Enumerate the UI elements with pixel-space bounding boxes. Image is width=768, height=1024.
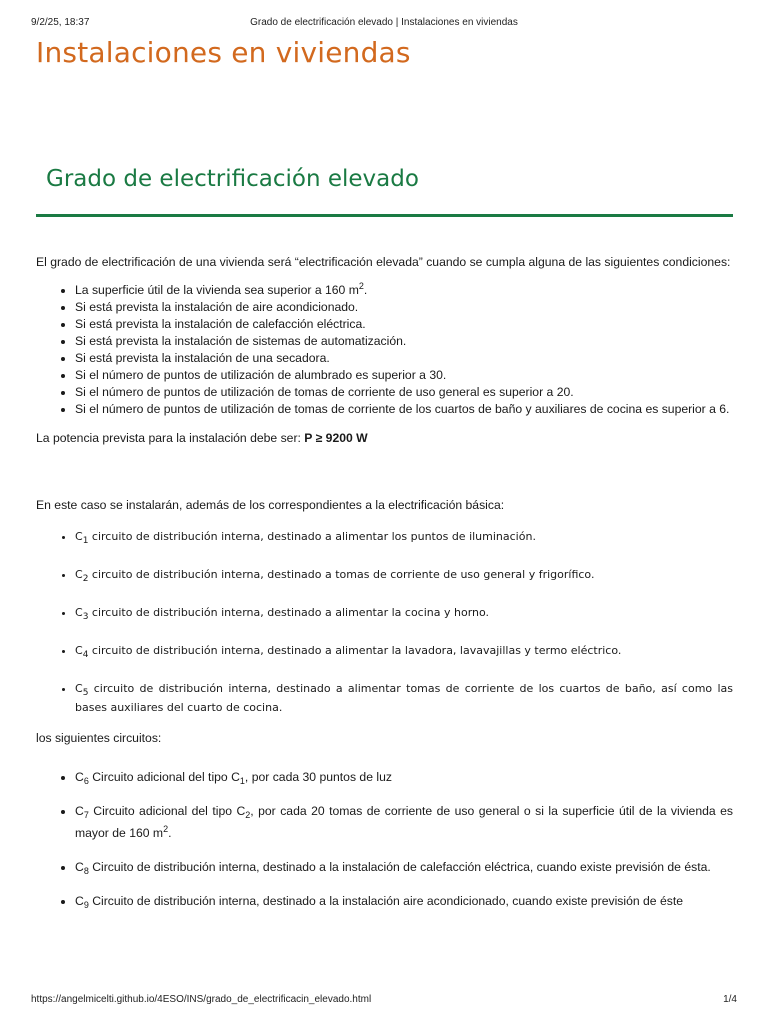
extra-circuit-item: • $C_6$ Circuito adicional del tipo $C_1$, por cada 30 puntos de luz — [75, 766, 733, 788]
circuit-item: • $C_4$ circuito de distribución interna, destinado a alimentar la lavadora, lavavajillas y termo eléctrico. — [75, 641, 733, 660]
condition-item: • La superficie útil de la vivienda sea superior a 160 $m^2$. — [75, 282, 733, 299]
circuit-item: • $C_2$ circuito de distribución interna, destinado a tomas de corriente de uso general y frigorífico. — [75, 565, 733, 584]
print-footer — [0, 994, 768, 1008]
section-title: Grado de electrificación elevado — [46, 166, 419, 192]
circuit-item: • $C_3$ circuito de distribución interna, destinado a alimentar la cocina y horno. — [75, 603, 733, 622]
page-number: 1/4 — [723, 994, 737, 1005]
extra-circuit-item: • $C_7$ Circuito adicional del tipo $C_2$, por cada 20 tomas de corriente de uso general o si la superficie útil de la vivienda es mayor de 160 $m^2$. — [75, 800, 733, 844]
site-title[interactable]: Instalaciones en viviendas — [36, 36, 411, 69]
condition-item: • Si el número de puntos de utilización de alumbrado es superior a 30. — [75, 367, 733, 384]
following-circuits-label: los siguientes circuitos: — [36, 731, 162, 745]
print-date: 9/2/25, 18:37 — [31, 17, 90, 28]
condition-item: • Si está prevista la instalación de calefacción eléctrica. — [75, 316, 733, 333]
extra-circuits-list — [36, 766, 733, 912]
condition-item: • Si está prevista la instalación de una secadora. — [75, 350, 733, 367]
section-divider — [36, 214, 733, 217]
circuits-intro: En este caso se instalarán, además de los correspondientes a la electrificación básica: — [36, 498, 505, 512]
power-value: P ≥ 9200 W — [304, 431, 368, 445]
print-page-title: Grado de electrificación elevado | Instalaciones en viviendas — [250, 17, 518, 28]
circuit-item: • $C_5$ circuito de distribución interna, destinado a alimentar tomas de corriente de los cuartos de baño, así como las bases auxiliares del cuarto de cocina. — [75, 679, 733, 717]
print-header — [0, 17, 768, 31]
main-content — [36, 254, 733, 924]
conditions-list — [36, 282, 733, 418]
power-statement: La potencia prevista para la instalación debe ser: P ≥ 9200 W — [36, 431, 368, 445]
page-url: https://angelmicelti.github.io/4ESO/INS/grado_de_electrificacin_elevado.html — [31, 994, 372, 1005]
condition-item: • Si el número de puntos de utilización de tomas de corriente de los cuartos de baño y auxiliares de cocina es superior a 6. — [75, 401, 733, 418]
condition-item: • Si está prevista la instalación de sistemas de automatización. — [75, 333, 733, 350]
intro-paragraph: El grado de electrificación de una vivienda será “electrificación elevada” cuando se cumpla alguna de las siguientes condiciones: — [36, 255, 731, 269]
extra-circuit-item: • $C_9$ Circuito de distribución interna, destinado a la instalación aire acondicionado, cuando existe previsión de éste — [75, 890, 733, 912]
basic-circuits-list — [36, 527, 733, 717]
condition-item: • Si está prevista la instalación de aire acondicionado. — [75, 299, 733, 316]
condition-item: • Si el número de puntos de utilización de tomas de corriente de uso general es superior a 20. — [75, 384, 733, 401]
extra-circuit-item: • $C_8$ Circuito de distribución interna, destinado a la instalación de calefacción eléctrica, cuando existe previsión de ésta. — [75, 856, 733, 878]
circuit-item: • $C_1$ circuito de distribución interna, destinado a alimentar los puntos de iluminación. — [75, 527, 733, 546]
